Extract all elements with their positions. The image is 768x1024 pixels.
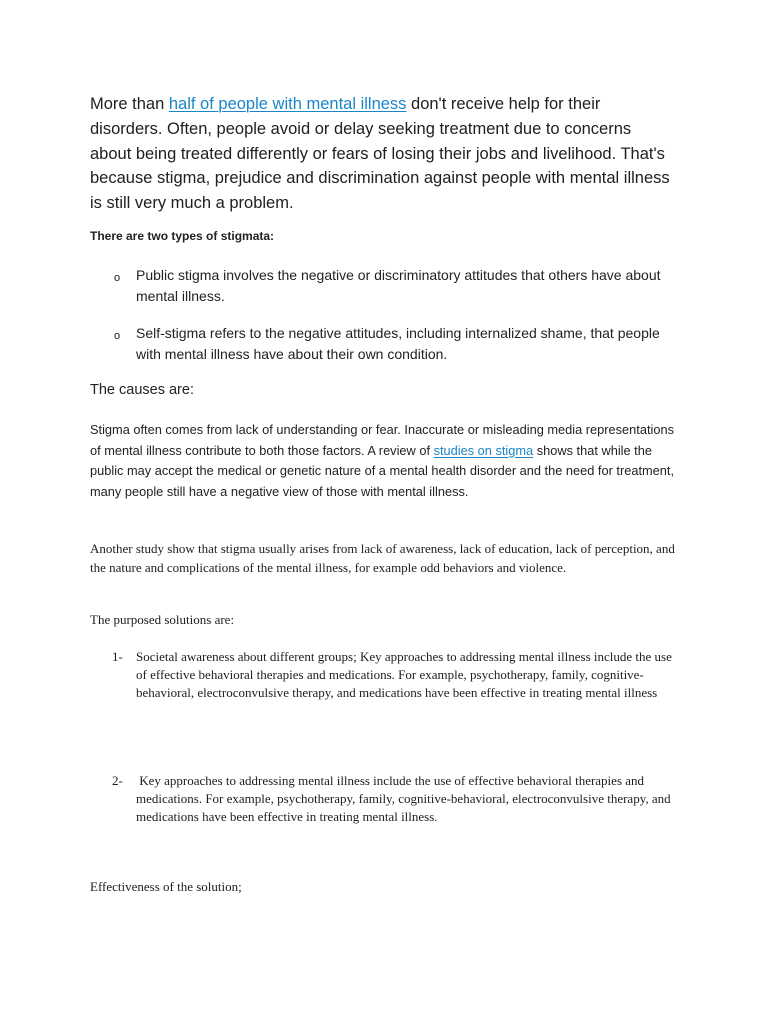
solutions-heading: The purposed solutions are:	[90, 612, 235, 627]
bullet-public-stigma	[114, 265, 684, 307]
list-number: 2-	[112, 773, 123, 788]
solution-text: Societal awareness about different groups; Key approaches to addressing mental illness include the use of effective behavioral therapies and medications. For example, psychotherapy, family, cognitive-behavioral, electroconvulsive therapy, and medications have been effective in treating mental illness	[136, 649, 672, 701]
solution-text: Key approaches to addressing mental illness include the use of effective behavioral therapies and medications. For example, psychotherapy, family, cognitive-behavioral, electroconvulsive therapy, and medications have been effective in treating mental illness.	[136, 773, 674, 825]
effectiveness-heading: Effectiveness of the solution;	[90, 879, 242, 894]
causes-text-start: Stigma often comes from lack of understanding or fear. Inaccurate or misleading media representations of mental illness contribute to both those factors. A review of	[90, 422, 674, 458]
bullet-marker: o	[114, 272, 121, 284]
solution-item-1	[112, 648, 672, 703]
bullet-text: Public stigma involves the negative or discriminatory attitudes that others have about mental illness.	[136, 267, 661, 304]
studies-on-stigma-link[interactable]: studies on stigma	[433, 442, 534, 458]
solution-item-2	[112, 772, 672, 827]
bullet-self-stigma	[114, 323, 684, 365]
causes-text-end: shows that while the public may accept the medical or genetic nature of a mental health disorder and the need for treatment, many people still have a negative view of those with mental illness.	[90, 442, 675, 499]
intro-text-start: More than	[90, 95, 169, 113]
bullet-marker: o	[114, 330, 121, 342]
causes-paragraph	[90, 420, 685, 502]
stigma-types-heading: There are two types of stigmata:	[90, 229, 275, 243]
study-paragraph: Another study show that stigma usually arises from lack of awareness, lack of education, lack of perception, and the nature and complications of the mental illness, for example odd behaviors and violence.	[90, 541, 675, 575]
half-of-people-link[interactable]: half of people with mental illness	[168, 95, 407, 113]
bullet-text: Self-stigma refers to the negative attitudes, including internalized shame, that people with mental illness have about their own condition.	[136, 325, 660, 362]
causes-heading: The causes are:	[90, 382, 194, 398]
list-number: 1-	[112, 649, 123, 664]
intro-text-end: don't receive help for their disorders. Often, people avoid or delay seeking treatment due to concerns about being treated differently or fears of losing their jobs and livelihood. That's because stigma, prejudice and discrimination against people with mental illness is still very much a problem.	[90, 95, 670, 213]
intro-paragraph	[90, 92, 670, 216]
